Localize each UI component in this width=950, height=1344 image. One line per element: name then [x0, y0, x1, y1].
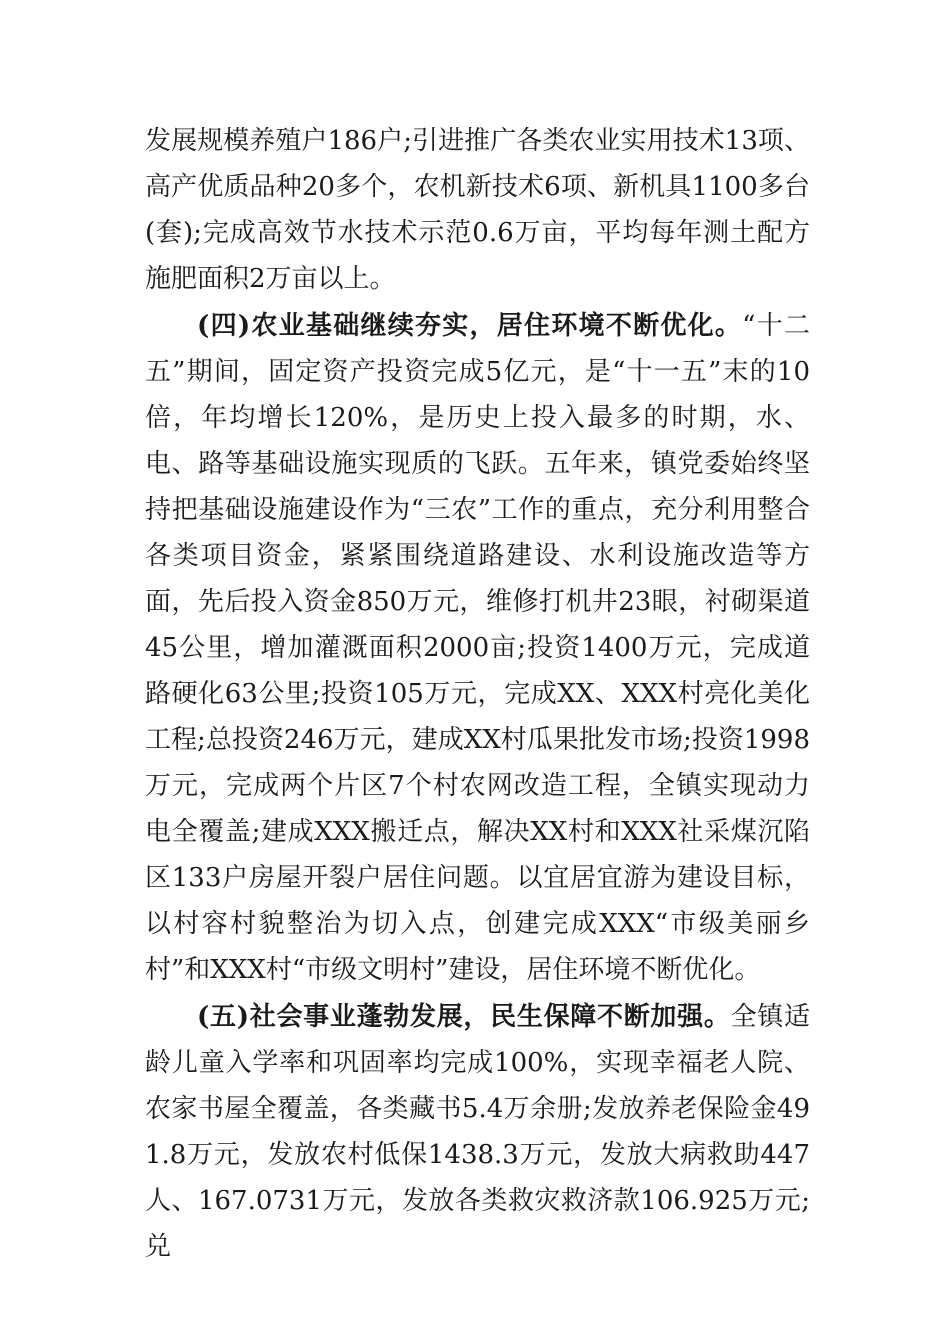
paragraph-livestock-technology: [145, 118, 810, 302]
paragraph-text: “十二五”期间，固定资产投资完成5亿元，是“十一五”末的10倍，年均增长120%，是历史上投入最多的时期，水、电、路等基础设施实现质的飞跃。五年来，镇党委始终坚持把基础设施建设作为“三农”工作的重点，充分利用整合各类项目资金，紧紧围绕道路建设、水利设施改造等方面，先后投入资金850万元，维修打机井23眼，衬砌渠道45公里，增加灌溉面积2000亩;投资1400万元，完成道路硬化63公里;投资105万元，完成XX、XXX村亮化美化工程;总投资246万元，建成XX村瓜果批发市场;投资1998万元，完成两个片区7个村农网改造工程，全镇实现动力电全覆盖;建成XXX搬迁点，解决XX村和XXX社采煤沉陷区133户房屋开裂户居住问题。以宜居宜游为建设目标，以村容村貌整治为切入点，创建完成XXX“市级美丽乡村”和XXX村“市级文明村”建设，居住环境不断优化。: [145, 311, 810, 985]
paragraph-agriculture-infrastructure: [145, 303, 810, 993]
paragraph-social-undertakings: [145, 994, 810, 1270]
section-heading-four: (四)农业基础继续夯实，居住环境不断优化。: [197, 311, 743, 341]
section-heading-five: (五)社会事业蓬勃发展，民生保障不断加强。: [197, 1002, 731, 1032]
paragraph-text: 发展规模养殖户186户;引进推广各类农业实用技术13项、高产优质品种20多个，农机新技术6项、新机具1100多台(套);完成高效节水技术示范0.6万亩，平均每年测土配方施肥面积2万亩以上。: [145, 126, 810, 294]
document-body: [145, 118, 810, 1270]
paragraph-text: 全镇适龄儿童入学率和巩固率均完成100%，实现幸福老人院、农家书屋全覆盖，各类藏书5.4万余册;发放养老保险金491.8万元，发放农村低保1438.3万元，发放大病救助447人、167.0731万元，发放各类救灾救济款106.925万元;兑: [145, 1002, 810, 1262]
